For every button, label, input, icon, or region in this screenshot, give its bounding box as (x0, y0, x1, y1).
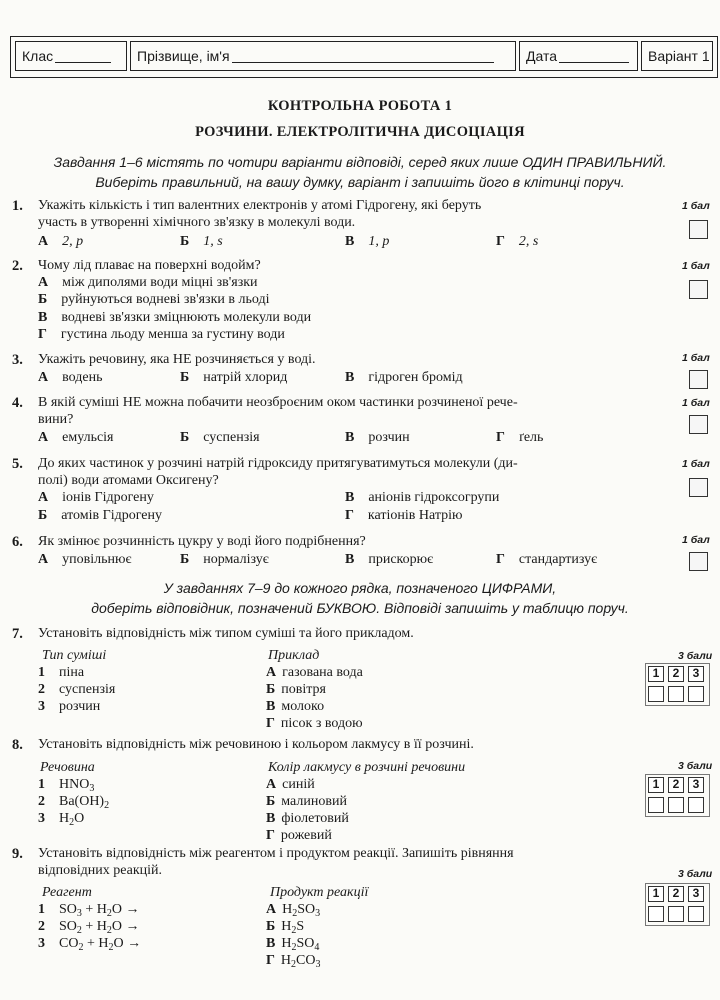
page-title: КОНТРОЛЬНА РОБОТА 1 (267, 98, 453, 114)
q1-score: 1 бал (682, 200, 710, 212)
question-8-number: 8. (12, 737, 23, 753)
q5-option-c: В аніонів гідроксогрупи (345, 490, 500, 505)
q7-grid-answer-3[interactable] (688, 686, 704, 702)
question-4-text: В якій суміші НЕ можна побачити неозброєним оком частинки розчиненої рече- (38, 395, 518, 410)
question-6-text: Як змінює розчинність цукру у воді його подрібнення? (38, 534, 366, 549)
q8-grid-label-3: 3 (688, 777, 704, 793)
q7-left-2: 2 суспензія (38, 682, 116, 697)
q7-grid-label-1: 1 (648, 666, 664, 682)
q9-left-3: 3 $CO_2 + H_2O$ → (38, 936, 142, 953)
question-4-number: 4. (12, 395, 23, 411)
q6-option-c: В прискорює (345, 552, 434, 567)
q8-right-d: Г рожевий (266, 828, 332, 843)
class-label: Клас (22, 48, 54, 64)
instructions-2-line-1: У завданнях 7–9 до кожного рядка, позначеного ЦИФРАМИ, (163, 580, 557, 596)
date-label: Дата (526, 48, 558, 64)
q8-grid-label-2: 2 (668, 777, 684, 793)
q9-grid-label-3: 3 (688, 886, 704, 902)
q9-grid-answer-1[interactable] (648, 906, 664, 922)
q5-answer-box[interactable] (689, 478, 708, 497)
class-field[interactable] (15, 41, 127, 71)
q9-right-a: А $H_2SO_3$ (266, 902, 321, 919)
q2-answer-box[interactable] (689, 280, 708, 299)
q1-answer-box[interactable] (689, 220, 708, 239)
q9-right-d: Г $H_2CO_3$ (266, 953, 321, 970)
question-8-text: Установіть відповідність між речовиною і кольором лакмусу в її розчині. (38, 737, 474, 752)
q9-right-c: В $H_2SO_4$ (266, 936, 320, 953)
q8-left-1: 1 $HNO_3$ (38, 777, 95, 794)
q2-option-c: В водневі зв'язки зміцнюють молекули води (38, 310, 312, 325)
q2-option-a: А між диполями води міцні зв'язки (38, 275, 258, 290)
q7-score: 3 бали (678, 650, 713, 662)
question-1-text: Укажіть кількість і тип валентних електронів у атомі Гідрогену, які беруть (38, 198, 482, 213)
question-2-number: 2. (12, 258, 23, 274)
q8-left-2: 2 $Ba(OH)_2$ (38, 794, 110, 811)
date-field[interactable] (519, 41, 638, 71)
q9-grid-label-2: 2 (668, 886, 684, 902)
q7-right-d: Г пісок з водою (266, 716, 363, 731)
question-1-text-cont: участь в утворенні хімічного зв'язку в молекулі води. (38, 215, 356, 230)
instructions-line-1: Завдання 1–6 містять по чотири варіанти відповіді, серед яких лише ОДИН ПРАВИЛЬНИЙ. (53, 154, 667, 170)
q9-score: 3 бали (678, 868, 713, 880)
q3-option-c: В гідроген бромід (345, 370, 463, 385)
q4-option-c: В розчин (345, 430, 410, 445)
question-4-text-cont: вини? (38, 412, 74, 427)
question-7-number: 7. (12, 626, 23, 642)
question-6-number: 6. (12, 534, 23, 550)
question-3-text: Укажіть речовину, яка НЕ розчиняється у воді. (38, 352, 316, 367)
q2-option-d: Г густина льоду менша за густину води (38, 327, 285, 342)
name-label: Прізвище, ім'я (137, 48, 230, 64)
question-9-number: 9. (12, 846, 23, 862)
question-9-text: Установіть відповідність між реагентом і продуктом реакції. Запишіть рівняння (38, 846, 514, 861)
q7-left-3: 3 розчин (38, 699, 101, 714)
q4-option-a: А емульсія (38, 430, 114, 445)
q9-grid-answer-2[interactable] (668, 906, 684, 922)
variant-label: Варіант 1 (641, 41, 713, 71)
q7-left-1: 1 піна (38, 665, 85, 680)
question-5-number: 5. (12, 456, 23, 472)
q1-option-a: А 2, p (38, 234, 84, 249)
question-7-text: Установіть відповідність між типом суміші та його прикладом. (38, 626, 414, 641)
instructions-2-line-2: доберіть відповідник, позначений БУКВОЮ. Відповіді запишіть у таблицю поруч. (91, 600, 629, 616)
q4-answer-box[interactable] (689, 415, 708, 434)
question-3-number: 3. (12, 352, 23, 368)
q7-grid-label-2: 2 (668, 666, 684, 682)
q9-left-header: Реагент (42, 885, 92, 900)
q6-option-a: А уповільнює (38, 552, 132, 567)
q7-right-b: Б повітря (266, 682, 326, 697)
q6-answer-box[interactable] (689, 552, 708, 571)
q7-right-header: Приклад (268, 648, 320, 663)
q6-score: 1 бал (682, 534, 710, 546)
q2-score: 1 бал (682, 260, 710, 272)
q7-grid-label-3: 3 (688, 666, 704, 682)
question-5-text: До яких частинок у розчині натрій гідроксиду притягуватимуться молекули (ди- (38, 456, 518, 471)
q8-right-c: В фіолетовий (266, 811, 349, 826)
q9-left-1: 1 $SO_3 + H_2O$ → (38, 902, 140, 919)
q9-grid-label-1: 1 (648, 886, 664, 902)
q6-option-d: Г стандартизує (496, 552, 598, 567)
q9-grid-answer-3[interactable] (688, 906, 704, 922)
q1-option-b: Б 1, s (180, 234, 223, 249)
name-field[interactable] (130, 41, 516, 71)
q8-right-b: Б малиновий (266, 794, 347, 809)
q8-grid-answer-3[interactable] (688, 797, 704, 813)
q9-right-header: Продукт реакції (270, 885, 369, 900)
q8-left-header: Речовина (40, 760, 95, 775)
q7-left-header: Тип суміші (42, 648, 107, 663)
question-1-number: 1. (12, 198, 23, 214)
q8-grid-answer-2[interactable] (668, 797, 684, 813)
q7-grid-answer-1[interactable] (648, 686, 664, 702)
q8-grid-label-1: 1 (648, 777, 664, 793)
q7-right-c: В молоко (266, 699, 325, 714)
question-9-text-cont: відповідних реакцій. (38, 863, 162, 878)
q8-right-a: А синій (266, 777, 315, 792)
question-5-text-cont: полі) води атомами Оксигену? (38, 473, 219, 488)
q9-left-2: 2 $SO_2 + H_2O$ → (38, 919, 140, 936)
question-2-text: Чому лід плаває на поверхні водойм? (38, 258, 261, 273)
q8-right-header: Колір лакмусу в розчині речовини (268, 760, 466, 775)
q8-left-3: 3 $H_2O$ (38, 811, 85, 828)
q3-score: 1 бал (682, 352, 710, 364)
q2-option-b: Б руйнуються водневі зв'язки в льоді (38, 292, 270, 307)
q5-option-d: Г катіонів Натрію (345, 508, 463, 523)
q7-right-a: А газована вода (266, 665, 363, 680)
q4-score: 1 бал (682, 397, 710, 409)
q5-option-b: Б атомів Гідрогену (38, 508, 163, 523)
q5-score: 1 бал (682, 458, 710, 470)
q8-score: 3 бали (678, 760, 713, 772)
page-subtitle: РОЗЧИНИ. ЕЛЕКТРОЛІТИЧНА ДИСОЦІАЦІЯ (195, 124, 525, 140)
q1-option-c: В 1, p (345, 234, 390, 249)
q7-grid-answer-2[interactable] (668, 686, 684, 702)
q3-option-a: А водень (38, 370, 103, 385)
q3-option-b: Б натрій хлорид (180, 370, 288, 385)
q4-option-d: Г ґель (496, 430, 544, 445)
q8-grid-answer-1[interactable] (648, 797, 664, 813)
student-info-header (10, 36, 718, 78)
instructions-line-2: Виберіть правильний, на вашу думку, варіант і запишіть його в клітинці поруч. (95, 174, 625, 190)
q4-option-b: Б суспензія (180, 430, 260, 445)
q9-right-b: Б $H_2S$ (266, 919, 305, 936)
q6-option-b: Б нормалізує (180, 552, 269, 567)
q1-option-d: Г 2, s (496, 234, 539, 249)
q3-answer-box[interactable] (689, 370, 708, 389)
q5-option-a: А іонів Гідрогену (38, 490, 154, 505)
